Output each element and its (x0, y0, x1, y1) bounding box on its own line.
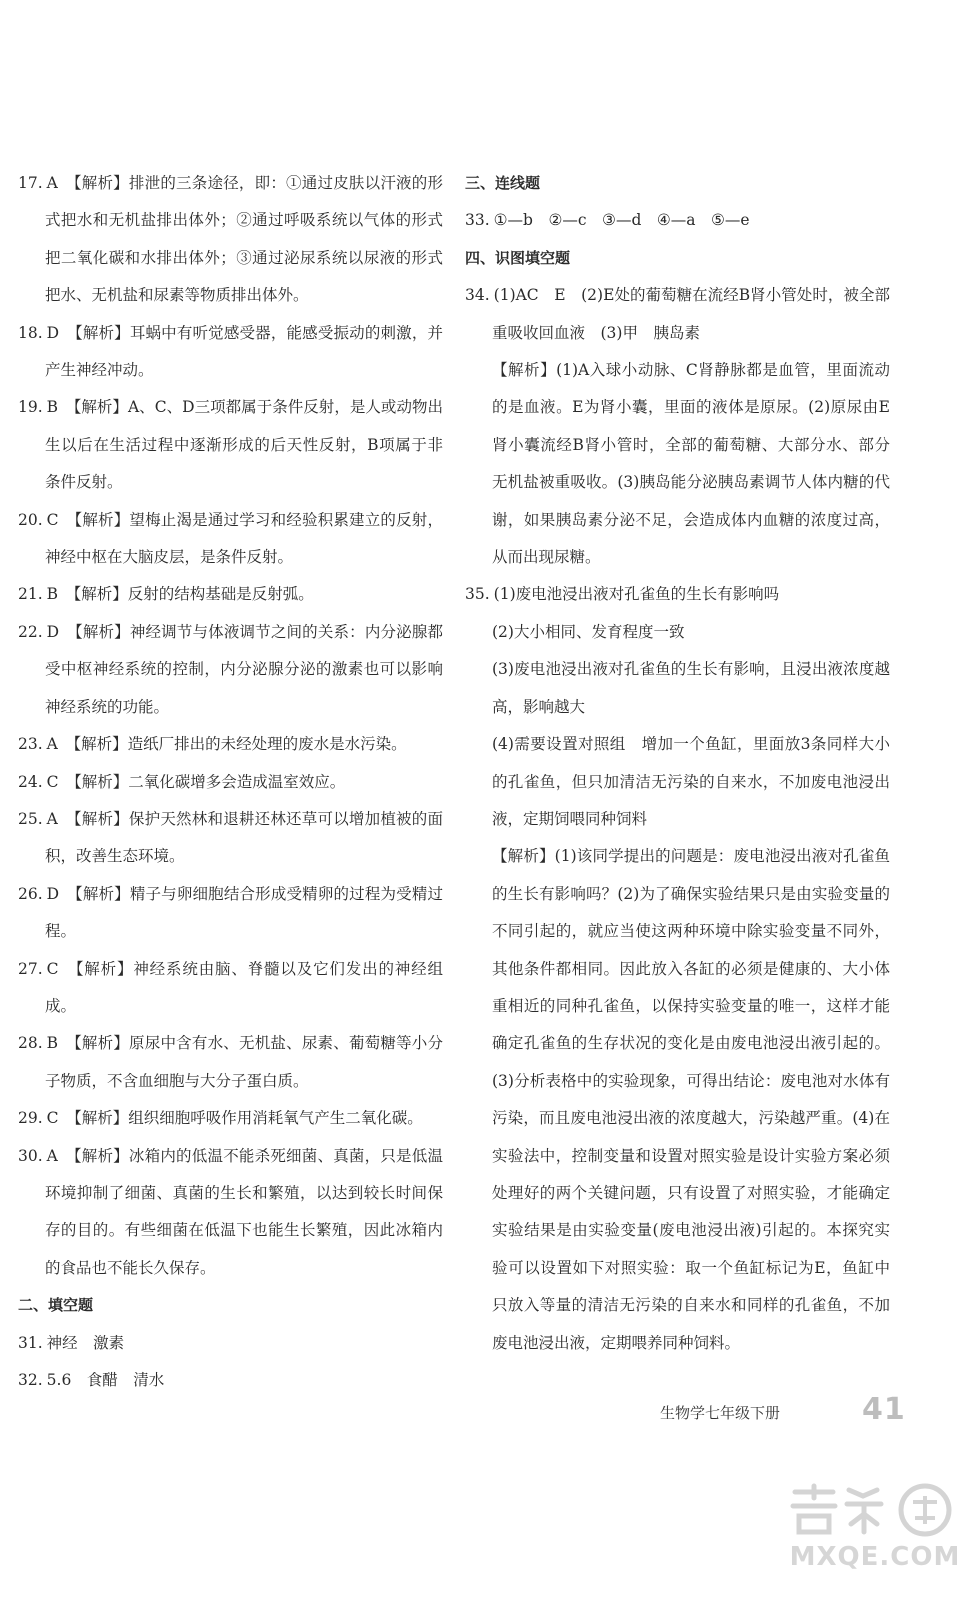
answer-item (465, 576, 890, 613)
answer-item (18, 614, 443, 726)
item-number: 28. (18, 1034, 43, 1053)
item-number: 32. (18, 1371, 43, 1389)
item-text: A 【解析】保护天然林和退耕还林还草可以增加植被的面积，改善生态环境。 (45, 809, 443, 866)
answer-paragraph: (3)废电池浸出液对孔雀鱼的生长有影响，且浸出液浓度越高，影响越大 (492, 660, 890, 716)
answer-item (18, 801, 443, 876)
item-text: (1)AC E (2)E处的葡萄糖在流经B肾小管处时，被全部重吸收回血液 (3)甲 胰岛素 (492, 286, 890, 342)
page-number: 41 (862, 1392, 906, 1427)
item-text: B 【解析】A、C、D三项都属于条件反射，是人或动物出生以后在生活过程中逐渐形成的后天性反射，B项属于非条件反射。 (45, 398, 443, 492)
answer-item (18, 1138, 443, 1288)
item-number: 35. (465, 585, 490, 604)
answer-item (18, 165, 443, 315)
item-text: B 【解析】原尿中含有水、无机盐、尿素、葡萄糖等小分子物质，不含血细胞与大分子蛋白质。 (45, 1034, 443, 1090)
section-heading: 二、填空题 (18, 1296, 94, 1315)
answer-item (465, 277, 890, 352)
answer-item (18, 876, 443, 951)
answer-paragraph: (4)需要设置对照组 增加一个鱼缸，里面放3条同样大小的孔雀鱼，但只加清洁无污染的自来水，不加废电池浸出液，定期饲喂同种饲料 (492, 735, 890, 828)
answer-item (18, 1025, 443, 1100)
item-number: 29. (18, 1109, 43, 1128)
item-text: C 【解析】神经系统由脑、脊髓以及它们发出的神经组成。 (45, 959, 443, 1015)
watermark (785, 1480, 965, 1590)
item-number: 24. (18, 772, 43, 791)
section-heading: 三、连线题 (465, 174, 541, 192)
section-heading: 四、识图填空题 (465, 248, 571, 267)
answer-item (18, 951, 443, 1026)
watermark-logo-icon (785, 1480, 965, 1538)
item-text: C 【解析】望梅止渴是通过学习和经验积累建立的反射，神经中枢在大脑皮层，是条件反射。 (45, 510, 443, 567)
item-number: 33. (465, 211, 490, 230)
left-column (18, 165, 443, 1399)
item-number: 18. (18, 323, 43, 342)
answer-paragraph: (2)大小相同、发育程度一致 (492, 622, 685, 641)
answer-paragraph: 【解析】(1)该同学提出的问题是：废电池浸出液对孔雀鱼的生长有影响吗？(2)为了确保实验结果只是由实验变量的不同引起的，就应当使这两种环境中除实验变量不同外，其他条件都相同。因此放入各缸的必须是健康的、大小体重相近的同种孔雀鱼，以保持实验变量的唯一，这样才能确定孔雀鱼的生存状况的变化是由废电池浸出液引起的。(3)分析表格中的实验现象，可得出结论：废电池对水体有污染，而且废电池浸出液的浓度越大，污染越严重。(4)在实验法中，控制变量和设置对照实验是设计实验方案必须处理好的两个关键问题，只有设置了对照实验，才能确定实验结果是由实验变量(废电池浸出液)引起的。本探究实验可以设置如下对照实验：取一个鱼缸标记为E，鱼缸中只放入等量的清洁无污染的自来水和同样的孔雀鱼，不加废电池浸出液，定期喂养同种饲料。 (492, 847, 890, 1352)
answer-item (18, 764, 443, 801)
item-text: A 【解析】排泄的三条途径，即：①通过皮肤以汗液的形式把水和无机盐排出体外；②通过呼吸系统以气体的形式把二氧化碳和水排出体外；③通过泌尿系统以尿液的形式把水、无机盐和尿素等物质排出体外。 (45, 174, 443, 305)
right-column (465, 165, 890, 1362)
item-text: B 【解析】反射的结构基础是反射弧。 (46, 585, 314, 604)
watermark-domain: MXQE.COM (789, 1542, 961, 1572)
item-number: 34. (465, 286, 490, 305)
item-number: 17. (18, 174, 43, 192)
item-text: ①—b ②—c ③—d ④—a ⑤—e (493, 211, 750, 230)
item-text: 神经 激素 (46, 1333, 125, 1352)
answer-item (18, 1100, 443, 1137)
item-text: A 【解析】造纸厂排出的未经处理的废水是水污染。 (46, 735, 407, 754)
item-number: 26. (18, 884, 43, 903)
item-text: C 【解析】组织细胞呼吸作用消耗氧气产生二氧化碳。 (46, 1109, 423, 1128)
item-text: D 【解析】精子与卵细胞结合形成受精卵的过程为受精过程。 (45, 884, 443, 941)
item-number: 21. (18, 585, 43, 604)
answer-item (18, 726, 443, 763)
item-text: 5.6 食醋 清水 (46, 1371, 165, 1389)
item-text: C 【解析】二氧化碳增多会造成温室效应。 (46, 772, 346, 791)
item-number: 31. (18, 1333, 43, 1352)
item-text: D 【解析】神经调节与体液调节之间的关系：内分泌腺都受中枢神经系统的控制，内分泌腺分泌的激素也可以影响神经系统的功能。 (45, 622, 443, 716)
answer-paragraph: 【解析】(1)A入球小动脉、C肾静脉都是血管，里面流动的是血液。E为肾小囊，里面的液体是原尿。(2)原尿由E肾小囊流经B肾小管时，全部的葡萄糖、大部分水、部分无机盐被重吸收。(3)胰岛能分泌胰岛素调节人体内糖的代谢，如果胰岛素分泌不足，会造成体内血糖的浓度过高，从而出现尿糖。 (492, 361, 890, 567)
item-number: 30. (18, 1146, 43, 1165)
item-text: (1)废电池浸出液对孔雀鱼的生长有影响吗 (493, 585, 780, 604)
book-title: 生物学七年级下册 (660, 1404, 781, 1422)
answer-item (18, 502, 443, 577)
answer-item (18, 1362, 443, 1399)
item-number: 25. (18, 809, 43, 828)
item-number: 22. (18, 622, 43, 641)
answer-item (18, 389, 443, 501)
answer-item (465, 202, 890, 239)
answer-item (18, 1325, 443, 1362)
item-number: 20. (18, 510, 43, 529)
item-number: 19. (18, 398, 43, 417)
item-text: A 【解析】冰箱内的低温不能杀死细菌、真菌，只是低温环境抑制了细菌、真菌的生长和繁殖，以达到较长时间保存的目的。有些细菌在低温下也能生长繁殖，因此冰箱内的食品也不能长久保存。 (45, 1146, 443, 1277)
item-number: 27. (18, 959, 43, 978)
item-text: D 【解析】耳蜗中有听觉感受器，能感受振动的刺激，并产生神经冲动。 (45, 323, 443, 380)
item-number: 23. (18, 735, 43, 754)
answer-item (18, 315, 443, 390)
answer-item (18, 576, 443, 613)
